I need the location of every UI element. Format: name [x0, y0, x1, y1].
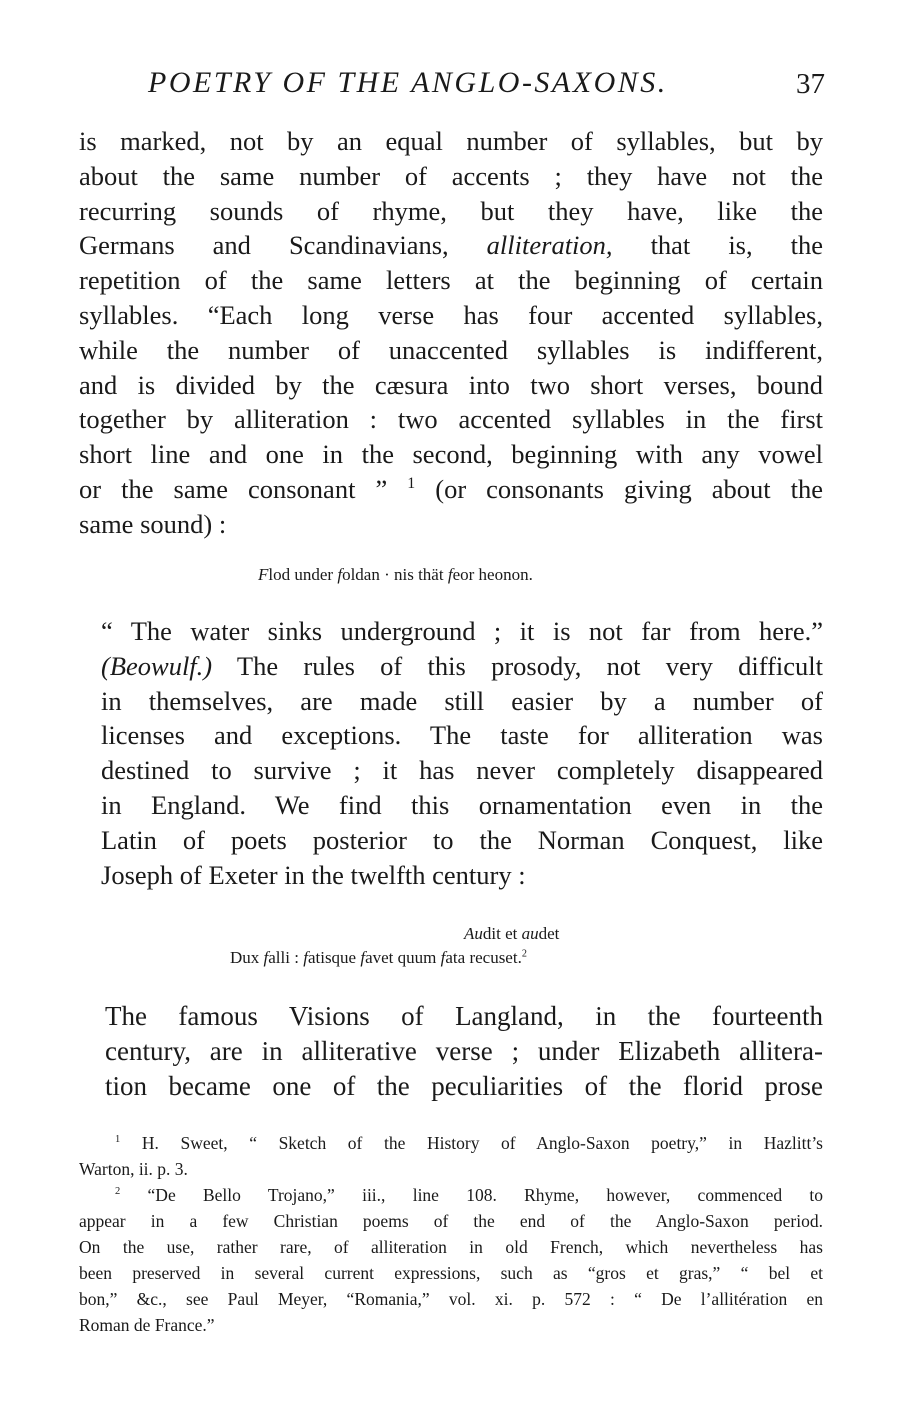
verse-text: avet quum	[365, 948, 441, 967]
footnote-text: H. Sweet, “ Sketch of the History of Anglo-Saxon poetry,” in Hazlitt’s	[120, 1133, 823, 1153]
text-line: is marked, not by an equal number of syllables, but by	[79, 126, 823, 156]
text-line: same sound) :	[79, 508, 227, 539]
text-line: in themselves, are made still easier by a number of	[101, 685, 823, 716]
running-head-title: POETRY OF THE ANGLO-SAXONS.	[148, 66, 668, 99]
text-line: while the number of unaccented syllables is indifferent,	[79, 334, 823, 365]
footnote-line: Roman de France.”	[79, 1315, 215, 1335]
text-line: tion became one of the peculiarities of the florid prose	[105, 1070, 823, 1101]
text-line: The famous Visions of Langland, in the fourteenth	[105, 1001, 823, 1031]
text-line: recurring sounds of rhyme, but they have, like the	[79, 195, 823, 226]
verse-text: dit et	[482, 924, 522, 943]
alliterating-letter: f	[303, 948, 308, 967]
alliterating-letter: f	[440, 948, 446, 967]
text-line: Latin of poets posterior to the Norman Conquest, like	[101, 824, 823, 855]
text-segment: Germans and Scandinavians,	[79, 230, 449, 261]
verse-quote-beowulf	[258, 563, 533, 587]
alliterating-letter: f	[360, 948, 366, 967]
text-segment: (or consonants giving about the	[415, 473, 823, 504]
text-line	[79, 472, 823, 507]
footnote-line: bon,” &c., see Paul Meyer, “Romania,” vol. xi. p. 572 : “ De l’allitération en	[79, 1289, 823, 1309]
footnote-line: On the use, rather rare, of alliteration in old French, which nevertheless has	[79, 1237, 823, 1257]
verse-text: oldan · nis thät	[342, 565, 448, 584]
text-line	[79, 649, 823, 684]
verse-text: ata recuset.	[445, 948, 522, 967]
alliterating-letter: Au	[464, 924, 483, 943]
verse-text: alli :	[268, 948, 304, 967]
verse-text: Dux	[230, 948, 264, 967]
verse-quote-exeter-line-1	[464, 922, 559, 946]
verse-text: eor heonon.	[452, 565, 533, 584]
running-head	[80, 66, 825, 106]
verse-quote-exeter-line-2	[230, 946, 527, 970]
text-line: in England. We find this ornamentation even in the	[101, 789, 823, 820]
text-line: licenses and exceptions. The taste for alliteration was	[101, 720, 823, 751]
text-segment: The rules of this prosody, not very difficult	[212, 650, 823, 681]
footnote-line: been preserved in several current expressions, such as “gros et gras,” “ bel et	[79, 1263, 823, 1283]
footnote-line: appear in a few Christian poems of the end of the Anglo-Saxon period.	[79, 1211, 823, 1231]
paragraph-3	[79, 999, 823, 1103]
text-segment: that is, the	[650, 230, 824, 261]
verse-text: det	[538, 924, 560, 943]
footnote-line: Warton, ii. p. 3.	[79, 1159, 188, 1179]
footnote-text: “De Bello Trojano,” iii., line 108. Rhyme, however, commenced to	[120, 1185, 823, 1205]
alliterating-letter: F	[258, 565, 269, 584]
footnote-1	[79, 1130, 823, 1182]
paragraph-1	[79, 124, 823, 542]
footnote-ref-1: 1	[407, 475, 416, 493]
verse-text: lod under	[268, 565, 338, 584]
footnote-2	[79, 1182, 823, 1338]
alliterating-letter: au	[521, 924, 539, 943]
text-line: short line and one in the second, beginning with any vowel	[79, 439, 823, 470]
text-line: Joseph of Exeter in the twelfth century :	[101, 859, 526, 890]
verse-text: atisque	[307, 948, 361, 967]
footnote-line	[79, 1182, 823, 1208]
text-segment: or the same consonant ”	[79, 473, 388, 504]
text-line: repetition of the same letters at the beginning of certain	[79, 265, 823, 296]
alliterating-letter: f	[337, 565, 343, 584]
alliterating-letter: f	[263, 948, 269, 967]
page-number: 37	[796, 68, 825, 100]
emphasis-alliteration: alliteration,	[486, 230, 613, 261]
work-title-beowulf: (Beowulf.)	[101, 650, 213, 681]
text-line: syllables. “Each long verse has four accented syllables,	[79, 299, 823, 330]
footnotes	[79, 1130, 823, 1338]
text-line: together by alliteration : two accented syllables in the first	[79, 404, 823, 435]
text-line: about the same number of accents ; they have not the	[79, 160, 823, 191]
text-line: and is divided by the cæsura into two short verses, bound	[79, 369, 823, 400]
footnote-marker: 2	[115, 1186, 121, 1198]
text-line	[79, 228, 823, 263]
text-line: “ The water sinks underground ; it is not far from here.”	[101, 616, 823, 646]
text-line: century, are in alliterative verse ; under Elizabeth allitera-	[105, 1035, 823, 1066]
footnote-line	[79, 1130, 823, 1156]
footnote-marker: 1	[115, 1134, 121, 1146]
paragraph-2	[79, 614, 823, 892]
alliterating-letter: f	[447, 565, 453, 584]
footnote-ref-2: 2	[521, 948, 527, 960]
text-line: destined to survive ; it has never completely disappeared	[101, 755, 823, 786]
